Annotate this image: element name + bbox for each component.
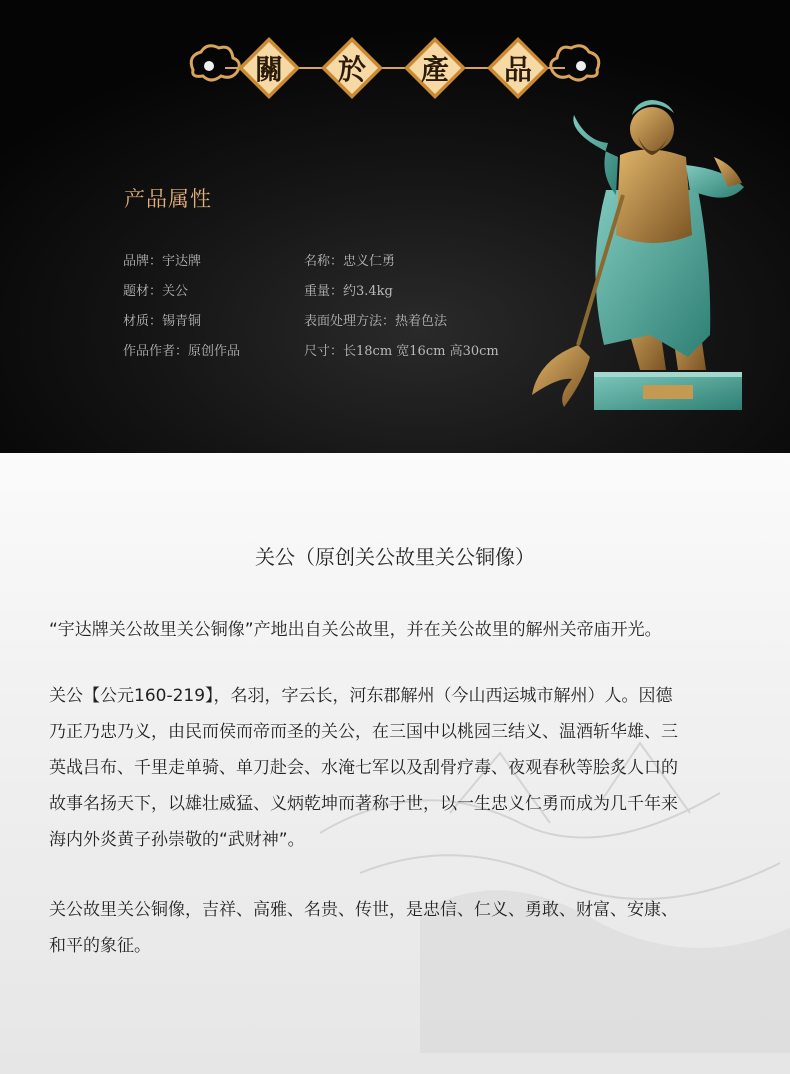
guan-gong-statue-image xyxy=(528,95,756,420)
banner-char: 產 xyxy=(420,53,449,86)
product-header-section xyxy=(0,0,790,453)
bio-line-4: 故事名扬天下，以雄壮威猛、义炳乾坤而著称于世，以一生忠义仁勇而成为几千年来 xyxy=(49,794,678,814)
bio-line-3: 英战吕布、千里走单骑、单刀赴会、水淹七军以及刮骨疗毒、夜观春秋等脍炙人口的 xyxy=(49,758,678,778)
banner-tile-1 xyxy=(237,36,301,100)
attr-weight: 重量：约3.4kg xyxy=(304,284,393,299)
description-section xyxy=(0,453,790,1074)
attr-finish: 表面处理方法：热着色法 xyxy=(304,314,448,329)
closing-line-1: 关公故里关公铜像，吉祥、高雅、名贵、传世，是忠信、仁义、勇敢、财富、安康、 xyxy=(49,900,678,920)
attr-brand: 品牌：宇达牌 xyxy=(123,254,202,269)
attributes-heading: 产品属性 xyxy=(124,187,212,211)
banner-tile-2 xyxy=(320,36,384,100)
banner-char: 關 xyxy=(254,53,283,86)
banner-char: 於 xyxy=(337,53,366,86)
intro-paragraph: “宇达牌关公故里关公铜像”产地出自关公故里，并在关公故里的解州关帝庙开光。 xyxy=(49,620,662,640)
banner-tile-4 xyxy=(486,36,550,100)
closing-line-2: 和平的象征。 xyxy=(49,936,151,956)
banner-char: 品 xyxy=(503,53,532,86)
attr-size: 尺寸：长18cm 宽16cm 高30cm xyxy=(304,344,499,359)
bio-line-5: 海内外炎黄子孙崇敬的“武财神”。 xyxy=(49,830,305,850)
attr-material: 材质：锡青铜 xyxy=(123,314,202,329)
bio-line-2: 乃正乃忠乃义，由民而侯而帝而圣的关公，在三国中以桃园三结义、温酒斩华雄、三 xyxy=(49,722,678,742)
attr-subject: 题材：关公 xyxy=(123,284,189,299)
banner-tile-3 xyxy=(403,36,467,100)
attr-name: 名称：忠义仁勇 xyxy=(304,254,396,269)
about-product-banner xyxy=(185,30,605,105)
bio-line-1: 关公【公元160-219】，名羽，字云长，河东郡解州（今山西运城市解州）人。因德 xyxy=(49,686,673,706)
attr-author: 作品作者：原创作品 xyxy=(123,344,241,359)
document-title: 关公（原创关公故里关公铜像） xyxy=(255,545,535,569)
